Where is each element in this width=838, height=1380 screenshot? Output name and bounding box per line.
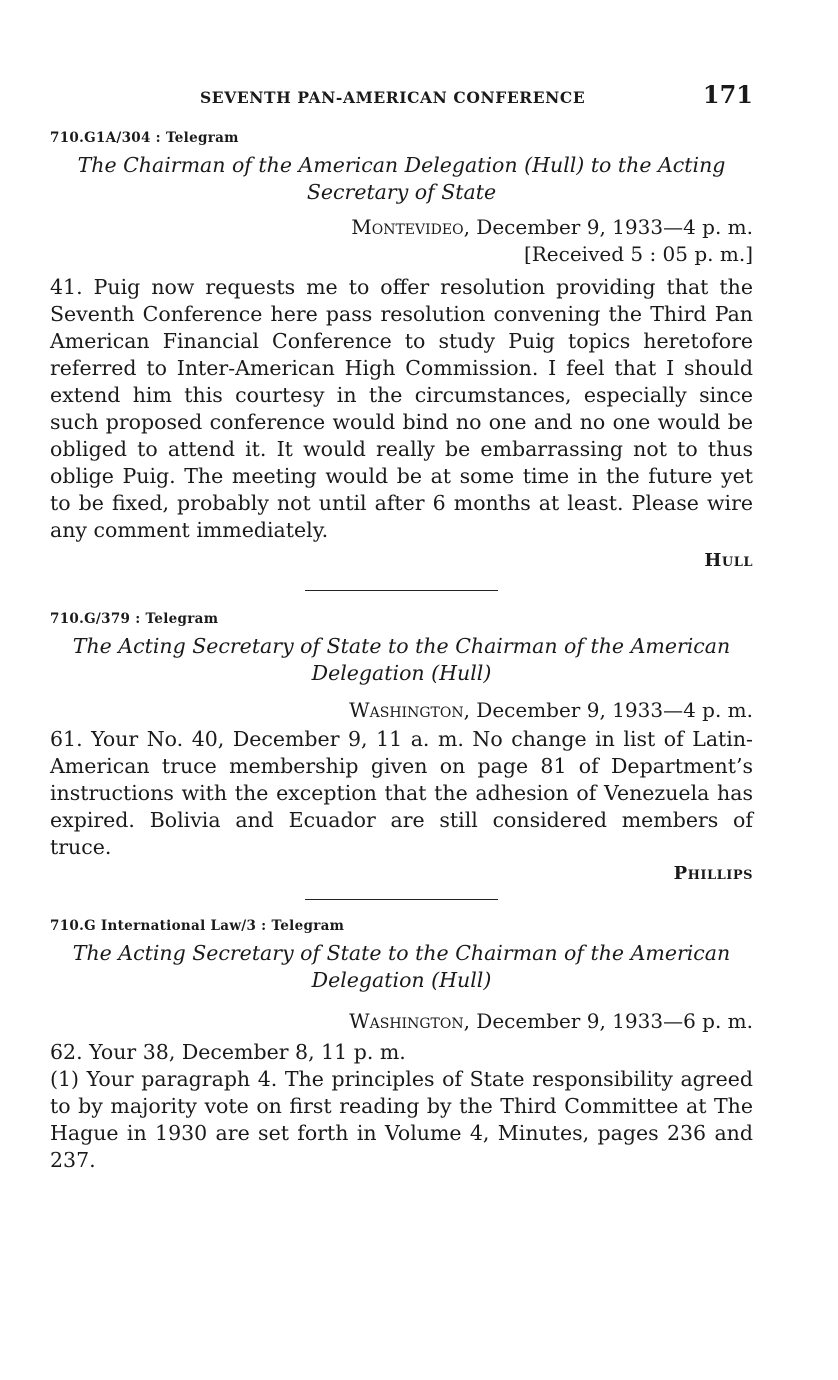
document-heading: The Chairman of the American Delegation (Hull) to the Acting Secretary of State [77,153,726,204]
page-number: 171 [702,80,753,109]
running-head-title: SEVENTH PAN-AMERICAN CONFERENCE [200,88,586,107]
signature: Hull [704,550,753,571]
dateline-date: December 9, 1933—4 p. m. [476,698,753,722]
file-number: 710.G1A/304 : Telegram [50,130,239,146]
received-line: [Received 5 : 05 p. m.] [523,242,753,266]
section-divider [305,899,498,900]
dateline [50,214,753,241]
page [50,78,753,1174]
document-1 [50,130,753,574]
document-heading: The Acting Secretary of State to the Chairman of the American Delegation (Hull) [72,941,731,992]
dateline-date: December 9, 1933—4 p. m. [476,215,753,239]
dateline [50,697,753,724]
signature: Phillips [673,863,753,884]
document-3 [50,918,753,1174]
file-number: 710.G/379 : Telegram [50,611,219,627]
document-2 [50,611,753,887]
dateline-date: December 9, 1933—6 p. m. [476,1009,753,1033]
message-paragraph: 41. Puig now requests me to offer resolution providing that the Seventh Conference here pass resolution convening the Third Pan American Financial Conference to study Puig topics heretofore referred to Inter-American High Commission. I feel that I should extend him this courtesy in the circumstances, especially since such proposed conference would bind no one and no one would be obliged to attend it. It would really be embarrassing not to thus oblige Puig. The meeting would be at some time in the future yet to be fixed, probably not until after 6 months at least. Please wire any comment immediately. [50,275,753,542]
running-head [50,78,753,112]
message-paragraph: 61. Your No. 40, December 9, 11 a. m. No change in list of Latin-American truce membership given on page 81 of Department’s instructions with the exception that the adhesion of Venezuela has expired. Bolivia and Ecuador are still considered members of truce. [50,727,753,859]
dateline-place: Washington, [349,1009,470,1033]
file-number: 710.G International Law/3 : Telegram [50,918,345,934]
section-divider [305,590,498,591]
dateline-place: Washington, [349,698,470,722]
message-paragraph: (1) Your paragraph 4. The principles of State responsibility agreed to by majority vote on first reading by the Third Committee at The Hague in 1930 are set forth in Volume 4, Minutes, pages 236 and 237. [50,1067,753,1172]
message-paragraph: 62. Your 38, December 8, 11 p. m. [50,1040,406,1064]
document-heading: The Acting Secretary of State to the Chairman of the American Delegation (Hull) [72,634,731,685]
dateline-place: Montevideo, [351,215,470,239]
dateline [50,1008,753,1035]
